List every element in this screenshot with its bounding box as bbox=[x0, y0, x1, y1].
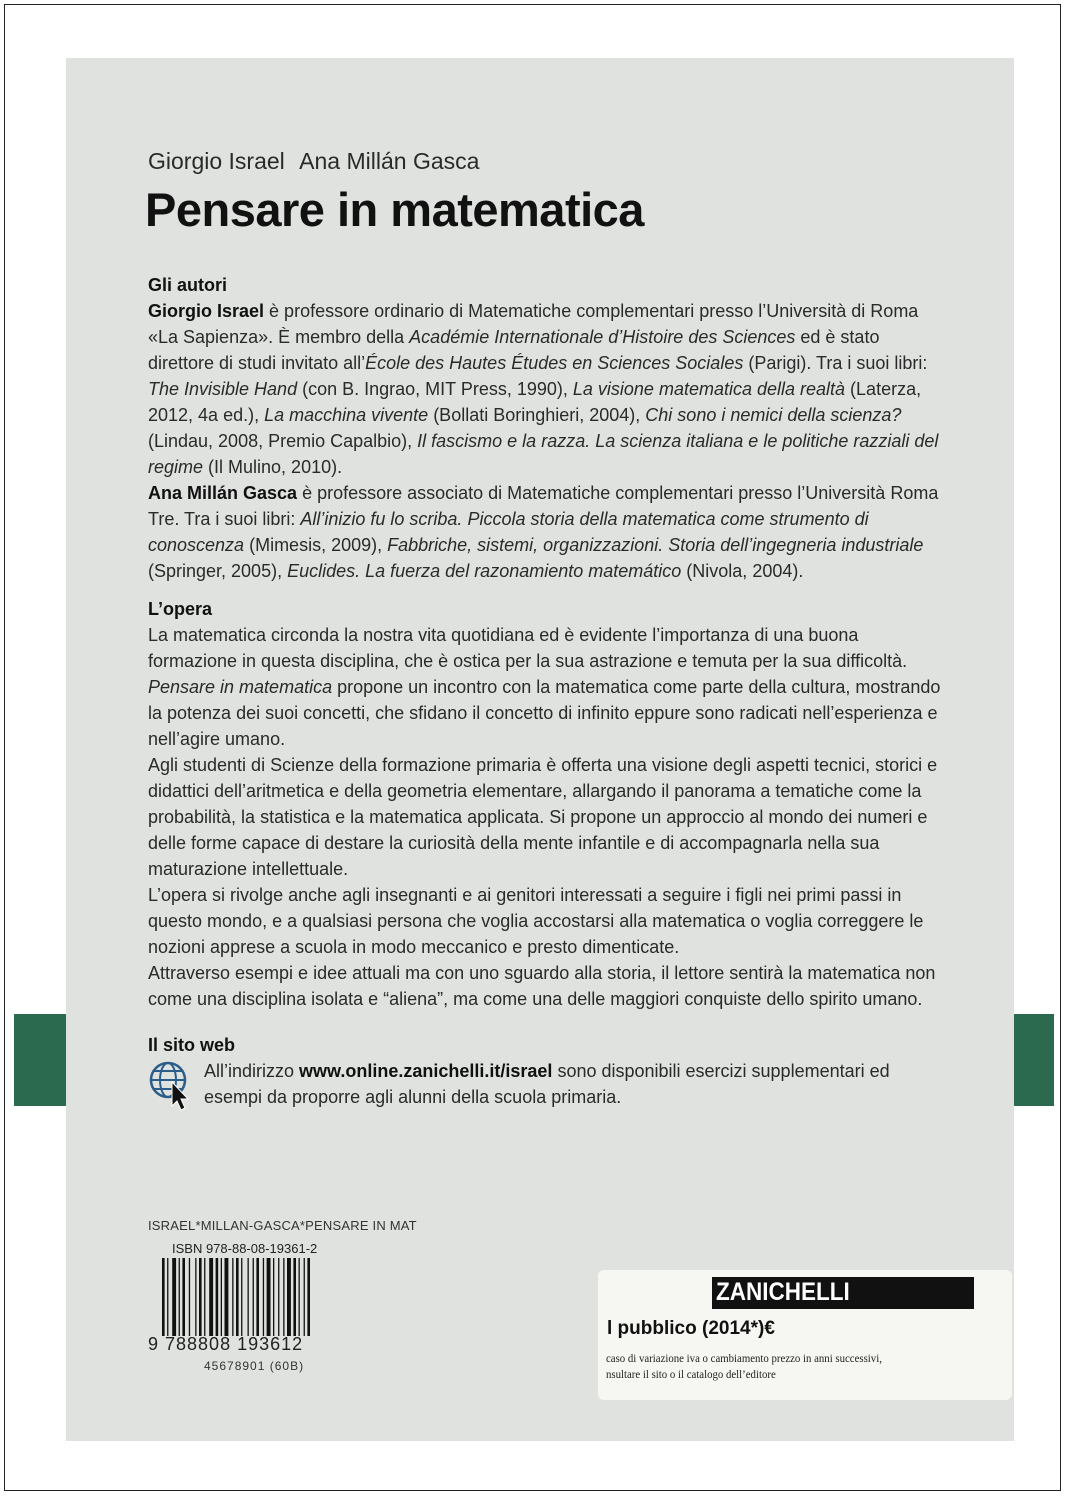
authors-line bbox=[148, 148, 479, 175]
price-note-line-1: caso di variazione iva o cambiamento prezzo in anni successivi, bbox=[606, 1351, 882, 1365]
price-note bbox=[606, 1350, 930, 1382]
bio-italic: La visione matematica della realtà bbox=[572, 379, 846, 399]
bio-italic: École des Hautes Études en Sciences Sociales bbox=[365, 353, 744, 373]
barcode-digits: 9 788808 193612 bbox=[148, 1334, 304, 1354]
author-name-millan: Ana Millán Gasca bbox=[148, 483, 298, 503]
barcode-addon: 45678901 (60B) bbox=[204, 1359, 305, 1373]
bio-text: (Springer, 2005), bbox=[148, 561, 288, 581]
bio-text: è professore associato di Matematiche complementari presso l’Università Roma Tre. Tra i suoi libri: bbox=[148, 483, 939, 529]
section-heading-autori: Gli autori bbox=[148, 275, 228, 295]
bio-italic: La macchina vivente bbox=[264, 405, 429, 425]
website-url[interactable]: www.online.zanichelli.it/israel bbox=[299, 1061, 553, 1081]
bio-text: ed è stato direttore di studi invitato all’ bbox=[148, 327, 880, 373]
website-text bbox=[204, 1058, 904, 1110]
opera-paragraph-3: Agli studenti di Scienze della formazione primaria è offerta una visione degli aspetti tecnici, storici e didattici dell’aritmetica e della geometria elementare, allargando il panorama a tematiche come la probabilità, la statistica e la matematica applicata. Si propone un approccio al mondo dei numeri e delle forme capace di destare la curiosità della mente infantile e di accompagnarla nella sua maturazione intellettuale. bbox=[148, 755, 938, 879]
price-note-line-2: nsultare il sito o il catalogo dell’editore bbox=[606, 1367, 776, 1381]
bio-italic: Il fascismo e la razza. La scienza italiana e le politiche razziali del regime bbox=[148, 431, 939, 477]
book-title: Pensare in matematica bbox=[145, 183, 644, 236]
price-line bbox=[607, 1318, 775, 1340]
bio-text: (Parigi). Tra i suoi libri: bbox=[743, 353, 928, 373]
author-1: Giorgio Israel bbox=[148, 148, 285, 174]
bio-text: (Bollati Boringhieri, 2004), bbox=[428, 405, 646, 425]
back-cover-text bbox=[148, 272, 948, 1112]
opera-paragraph-4: L’opera si rivolge anche agli insegnanti e ai genitori interessati a seguire i figli nei primi passi in questo mondo, e a qualsiasi persona che voglia accostarsi alla matematica o voglia correggere le nozioni apprese a scuola in modo meccanico e presto dimenticate. bbox=[148, 885, 924, 957]
bio-text: (Lindau, 2008, Premio Capalbio), bbox=[148, 431, 418, 451]
bio-text: (Mimesis, 2009), bbox=[244, 535, 388, 555]
opera-paragraph-2 bbox=[148, 674, 948, 752]
price-label: l pubblico (2014*) bbox=[607, 1318, 765, 1339]
bio-italic: Académie Internationale d’Histoire des Sciences bbox=[409, 327, 796, 347]
opera-paragraph-1: La matematica circonda la nostra vita quotidiana ed è evidente l’importanza di una buona formazione in questa disciplina, che è ostica per la sua astrazione e temuta per la sua difficoltà. bbox=[148, 625, 908, 671]
currency-symbol: € bbox=[764, 1318, 775, 1339]
opera-text: propone un incontro con la matematica come parte della cultura, mostrando la potenza dei suoi concetti, che sfidano il concetto di infinito eppure sono radicati nell’esperienza e nell’agire umano. bbox=[148, 677, 941, 749]
globe-cursor-icon bbox=[148, 1060, 194, 1112]
section-heading-opera: L’opera bbox=[148, 599, 213, 619]
website-row bbox=[148, 1058, 948, 1112]
opera-paragraph-5: Attraverso esempi e idee attuali ma con uno sguardo alla storia, il lettore sentirà la matematica non come una disciplina isolata e “aliena”, ma come una delle maggiori conquiste dello spirito umano. bbox=[148, 963, 936, 1009]
bio-italic: The Invisible Hand bbox=[148, 379, 298, 399]
website-text-part: sono disponibili esercizi supplementari ed esempi da proporre agli alunni della scuola primaria. bbox=[204, 1061, 890, 1107]
bio-text: (Nivola, 2004). bbox=[681, 561, 804, 581]
bio-italic: Fabbriche, sistemi, organizzazioni. Storia dell’ingegneria industriale bbox=[387, 535, 924, 555]
website-text-part: All’indirizzo bbox=[204, 1061, 300, 1081]
bio-israel bbox=[148, 298, 948, 480]
bio-italic: All’inizio fu lo scriba. Piccola storia della matematica come strumento di conoscenza bbox=[148, 509, 869, 555]
green-band-left bbox=[14, 1014, 70, 1106]
publisher-name: ZANICHELLI bbox=[716, 1278, 850, 1306]
bio-text: (Il Mulino, 2010). bbox=[203, 457, 343, 477]
author-name-israel: Giorgio Israel bbox=[148, 301, 265, 321]
bio-italic: Chi sono i nemici della scienza? bbox=[645, 405, 902, 425]
bio-italic: Euclides. La fuerza del razonamiento matemático bbox=[287, 561, 682, 581]
bio-text: (con B. Ingrao, MIT Press, 1990), bbox=[297, 379, 573, 399]
barcode bbox=[160, 1258, 345, 1336]
bio-text: è professore ordinario di Matematiche complementari presso l’Università di Roma «La Sapienza». È membro della bbox=[148, 301, 919, 347]
bio-text: (Laterza, 2012, 4a ed.), bbox=[148, 379, 922, 425]
barcode-graphic bbox=[160, 1258, 345, 1336]
section-heading-sito: Il sito web bbox=[148, 1035, 236, 1055]
author-2: Ana Millán Gasca bbox=[299, 148, 480, 174]
bio-millan bbox=[148, 480, 948, 584]
catalog-ref: ISRAEL*MILLAN-GASCA*PENSARE IN MAT bbox=[148, 1218, 417, 1233]
green-band-right bbox=[1012, 1014, 1054, 1106]
isbn: ISBN 978-88-08-19361-2 bbox=[172, 1241, 318, 1256]
title-italic: Pensare in matematica bbox=[148, 677, 333, 697]
